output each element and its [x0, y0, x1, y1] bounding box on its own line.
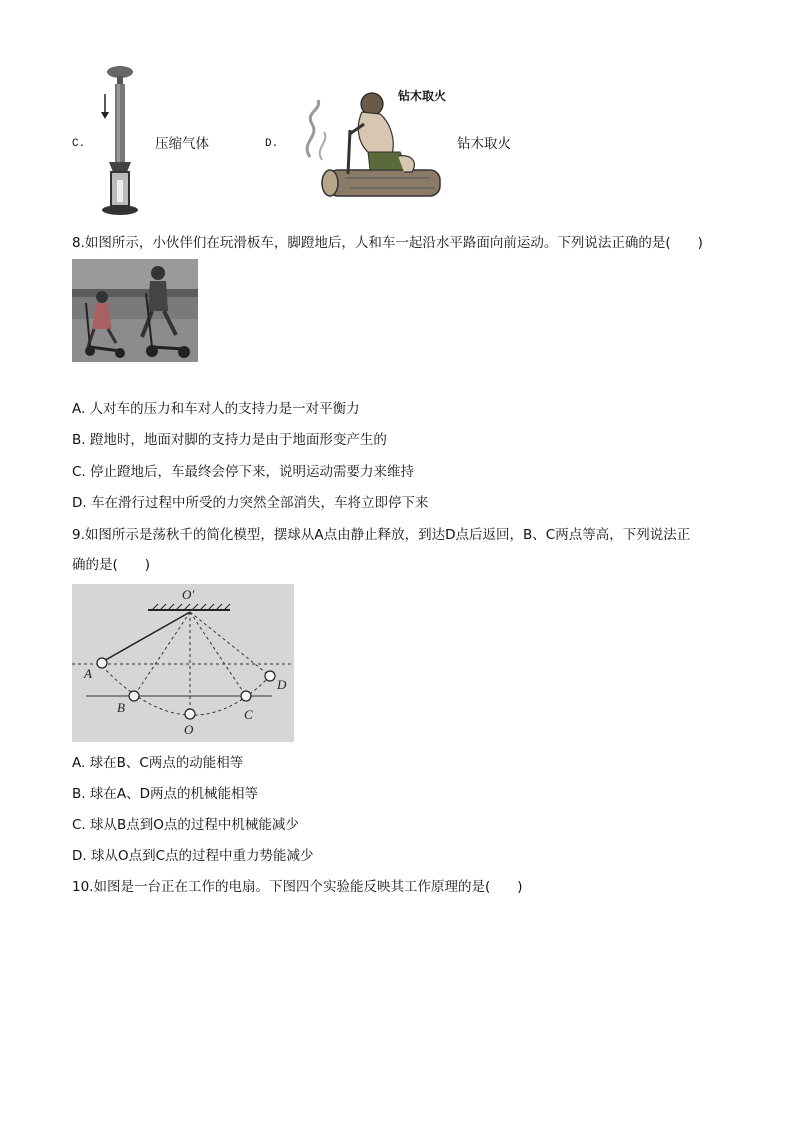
label-d: D — [277, 677, 287, 692]
option-c-text: 压缩气体 — [155, 136, 209, 152]
q9-stem-line2: 确的是( ) — [72, 557, 151, 573]
label-c: C — [244, 707, 253, 722]
option-c-letter: C. — [72, 138, 86, 150]
option-d-text: 钻木取火 — [457, 136, 511, 152]
q8-option-d: D. 车在滑行过程中所受的力突然全部消失，车将立即停下来 — [72, 495, 429, 511]
q9-option-b: B. 球在A、D两点的机械能相等 — [72, 786, 258, 802]
drill-wood-fire-image — [300, 82, 455, 206]
label-b: B — [117, 700, 125, 715]
q9-option-c: C. 球从B点到O点的过程中机械能减少 — [72, 817, 299, 833]
option-d-letter: D. — [265, 138, 279, 150]
q9-option-a: A. 球在B、C两点的动能相等 — [72, 755, 244, 771]
q8-option-a: A. 人对车的压力和车对人的支持力是一对平衡力 — [72, 401, 360, 417]
label-pivot: O′ — [182, 587, 195, 602]
gas-compression-apparatus-image — [95, 62, 147, 218]
q8-option-c: C. 停止蹬地后，车最终会停下来，说明运动需要力来维持 — [72, 464, 415, 480]
drill-image-caption: 钻木取火 — [398, 89, 447, 103]
q10-stem: 10.如图是一台正在工作的电扇。下图四个实验能反映其工作原理的是( ) — [72, 879, 523, 895]
label-o: O — [184, 722, 194, 737]
scooter-kids-photo — [72, 259, 198, 362]
q9-stem-line1: 9.如图所示是荡秋千的简化模型，摆球从A点由静止释放，到达D点后返回，B、C两点等高，下列说法正 — [72, 527, 691, 543]
label-a: A — [84, 666, 92, 681]
q8-option-b: B. 蹬地时，地面对脚的支持力是由于地面形变产生的 — [72, 432, 387, 448]
q9-option-d: D. 球从O点到C点的过程中重力势能减少 — [72, 848, 314, 864]
swing-pendulum-diagram — [72, 584, 294, 742]
q8-stem: 8.如图所示，小伙伴们在玩滑板车，脚蹬地后，人和车一起沿水平路面向前运动。下列说法正确的是( ) — [72, 235, 703, 251]
